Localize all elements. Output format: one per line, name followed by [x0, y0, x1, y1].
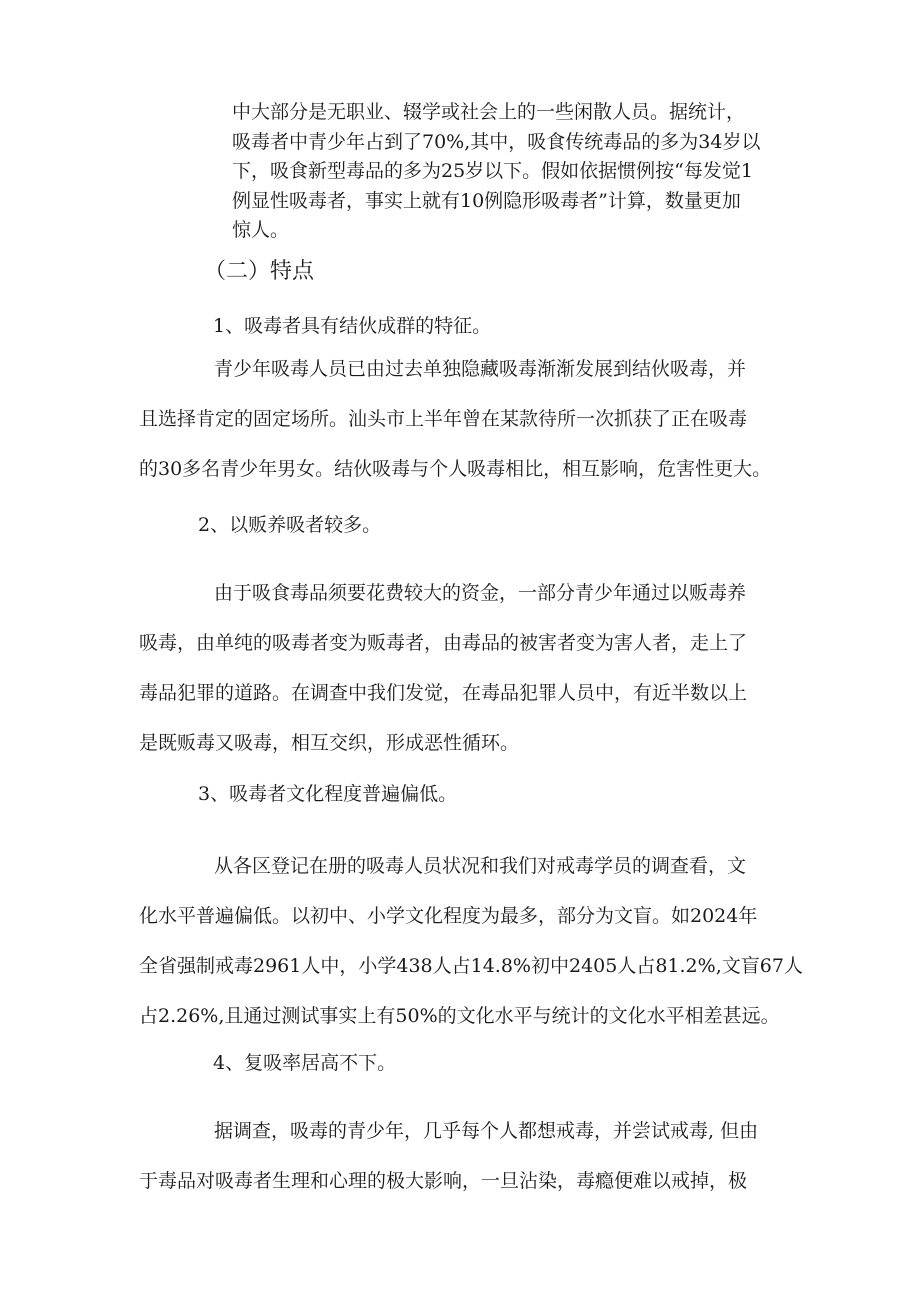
point-paragraph-2	[139, 568, 799, 768]
text-line: 毒品犯罪的道路。在调查中我们发觉，在毒品犯罪人员中，有近半数以上	[139, 682, 748, 704]
text-line: 于毒品对吸毒者生理和心理的极大影响，一旦沾染，毒瘾便难以戒掉，极	[139, 1170, 748, 1192]
point-heading-1: 1、吸毒者具有结伙成群的特征。	[213, 315, 492, 337]
point-paragraph-1	[139, 344, 799, 494]
text-line: 由于吸食毒品须要花费较大的资金，一部分青少年通过以贩毒养	[214, 582, 747, 604]
point-paragraph-4	[139, 1106, 799, 1206]
text-line: 吸毒，由单纯的吸毒者变为贩毒者，由毒品的被害者变为害人者，走上了	[139, 632, 748, 654]
point-paragraph-3	[139, 841, 803, 1041]
text-line: 占2.26%,且通过测试事实上有50%的文化水平与统计的文化水平相差甚远。	[139, 1005, 780, 1027]
point-heading-2: 2、以贩养吸者较多。	[198, 514, 382, 536]
text-line: 例显性吸毒者，事实上就有10例隐形吸毒者”计算，数量更加	[232, 189, 741, 212]
text-line: 下，吸食新型毒品的多为25岁以下。假如依据惯例按“每发觉1	[232, 160, 753, 182]
text-line: 且选择肯定的固定场所。汕头市上半年曾在某款待所一次抓获了正在吸毒	[139, 408, 748, 430]
text-line: 的30多名青少年男女。结伙吸毒与个人吸毒相比，相互影响，危害性更大。	[139, 458, 772, 480]
text-line: 中大部分是无职业、辍学或社会上的一些闲散人员。据统计，	[232, 101, 746, 123]
section-heading: （二）特点	[204, 259, 315, 284]
point-heading-4: 4、复吸率居高不下。	[213, 1052, 397, 1074]
text-line: 化水平普遍偏低。以初中、小学文化程度为最多，部分为文盲。如2024年	[139, 905, 758, 927]
text-line: 据调查，吸毒的青少年，几乎每个人都想戒毒，并尝试戒毒, 但由	[214, 1120, 759, 1142]
text-line: 吸毒者中青少年占到了70%,其中，吸食传统毒品的多为34岁以	[232, 130, 761, 153]
text-line: 从各区登记在册的吸毒人员状况和我们对戒毒学员的调查看，文	[214, 855, 747, 877]
text-line: 青少年吸毒人员已由过去单独隐藏吸毒渐渐发展到结伙吸毒，并	[214, 358, 747, 380]
text-line: 全省强制戒毒2961人中，小学438人占14.8%初中2405人占81.2%,文盲67人	[139, 955, 803, 977]
point-heading-3: 3、吸毒者文化程度普遍偏低。	[198, 783, 458, 805]
text-line: 惊人。	[232, 219, 290, 241]
intro-paragraph	[232, 98, 792, 246]
text-line: 是既贩毒又吸毒，相互交织，形成恶性循环。	[139, 732, 520, 754]
